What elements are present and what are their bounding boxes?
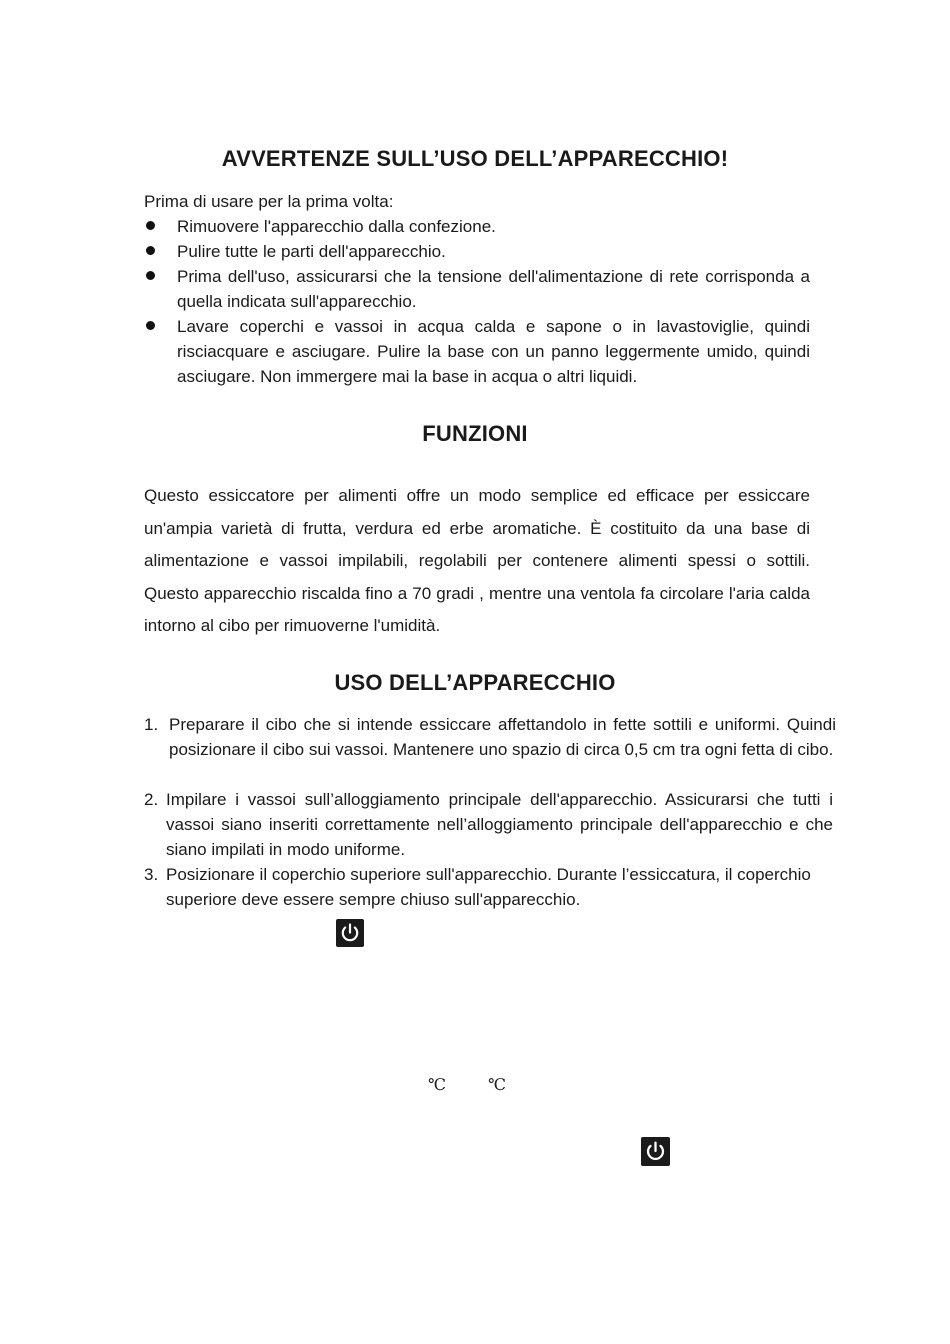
bullet-text: Prima dell'uso, assicurarsi che la tensione dell'alimentazione di rete corrisponda a quella indicata sull'apparecchio. — [177, 267, 810, 311]
bullet-text: Pulire tutte le parti dell'apparecchio. — [177, 242, 446, 261]
power-icon — [336, 919, 364, 947]
bullet-text: Rimuovere l'apparecchio dalla confezione. — [177, 217, 496, 236]
step-text: Impilare i vassoi sull’alloggiamento principale dell'apparecchio. Assicurarsi che tutti i vassoi siano inseriti correttamente nell’alloggiamento principale dell'apparecchio e che siano impilati in modo uniforme. — [166, 790, 833, 859]
celsius-symbol: ℃ — [488, 1075, 506, 1094]
step-text: Preparare il cibo che si intende essiccare affettandolo in fette sottili e uniformi. Quindi posizionare il cibo sui vassoi. Mantenere uno spazio di circa 0,5 cm tra ogni fetta di cibo. — [169, 715, 836, 759]
warnings-intro: Prima di usare per la prima volta: — [144, 192, 394, 211]
step-text: Posizionare il coperchio superiore sull'apparecchio. Durante l’essiccatura, il coperchio superiore deve essere sempre chiuso sull'apparecchio. — [166, 865, 811, 909]
functions-title: FUNZIONI — [422, 421, 528, 446]
functions-body: Questo essiccatore per alimenti offre un modo semplice ed efficace per essiccare un'ampia varietà di frutta, verdura ed erbe aromatiche. È costituito da una base di alimentazione e vassoi impilabili, regolabili per contenere alimenti spessi o sottili. Questo apparecchio riscalda fino a 70 gradi , mentre una ventola fa circolare l'aria calda intorno al cibo per rimuoverne l'umidità. — [144, 486, 810, 635]
bullet-icon — [146, 246, 155, 255]
bullet-text: Lavare coperchi e vassoi in acqua calda e sapone o in lavastoviglie, quindi risciacquare e asciugare. Pulire la base con un panno leggermente umido, quindi asciugare. Non immergere mai la base in acqua o altri liquidi. — [177, 317, 810, 386]
celsius-symbol: ℃ — [428, 1075, 446, 1094]
step-number: 3. — [144, 865, 159, 884]
power-icon — [641, 1137, 670, 1166]
usage-title: USO DELL’APPARECCHIO — [334, 670, 616, 695]
warnings-title: AVVERTENZE SULL’USO DELL’APPARECCHIO! — [221, 146, 729, 171]
bullet-icon — [146, 221, 155, 230]
bullet-icon — [146, 321, 155, 330]
step-number: 2. — [144, 790, 159, 809]
step-number: 1. — [144, 715, 159, 734]
bullet-icon — [146, 271, 155, 280]
